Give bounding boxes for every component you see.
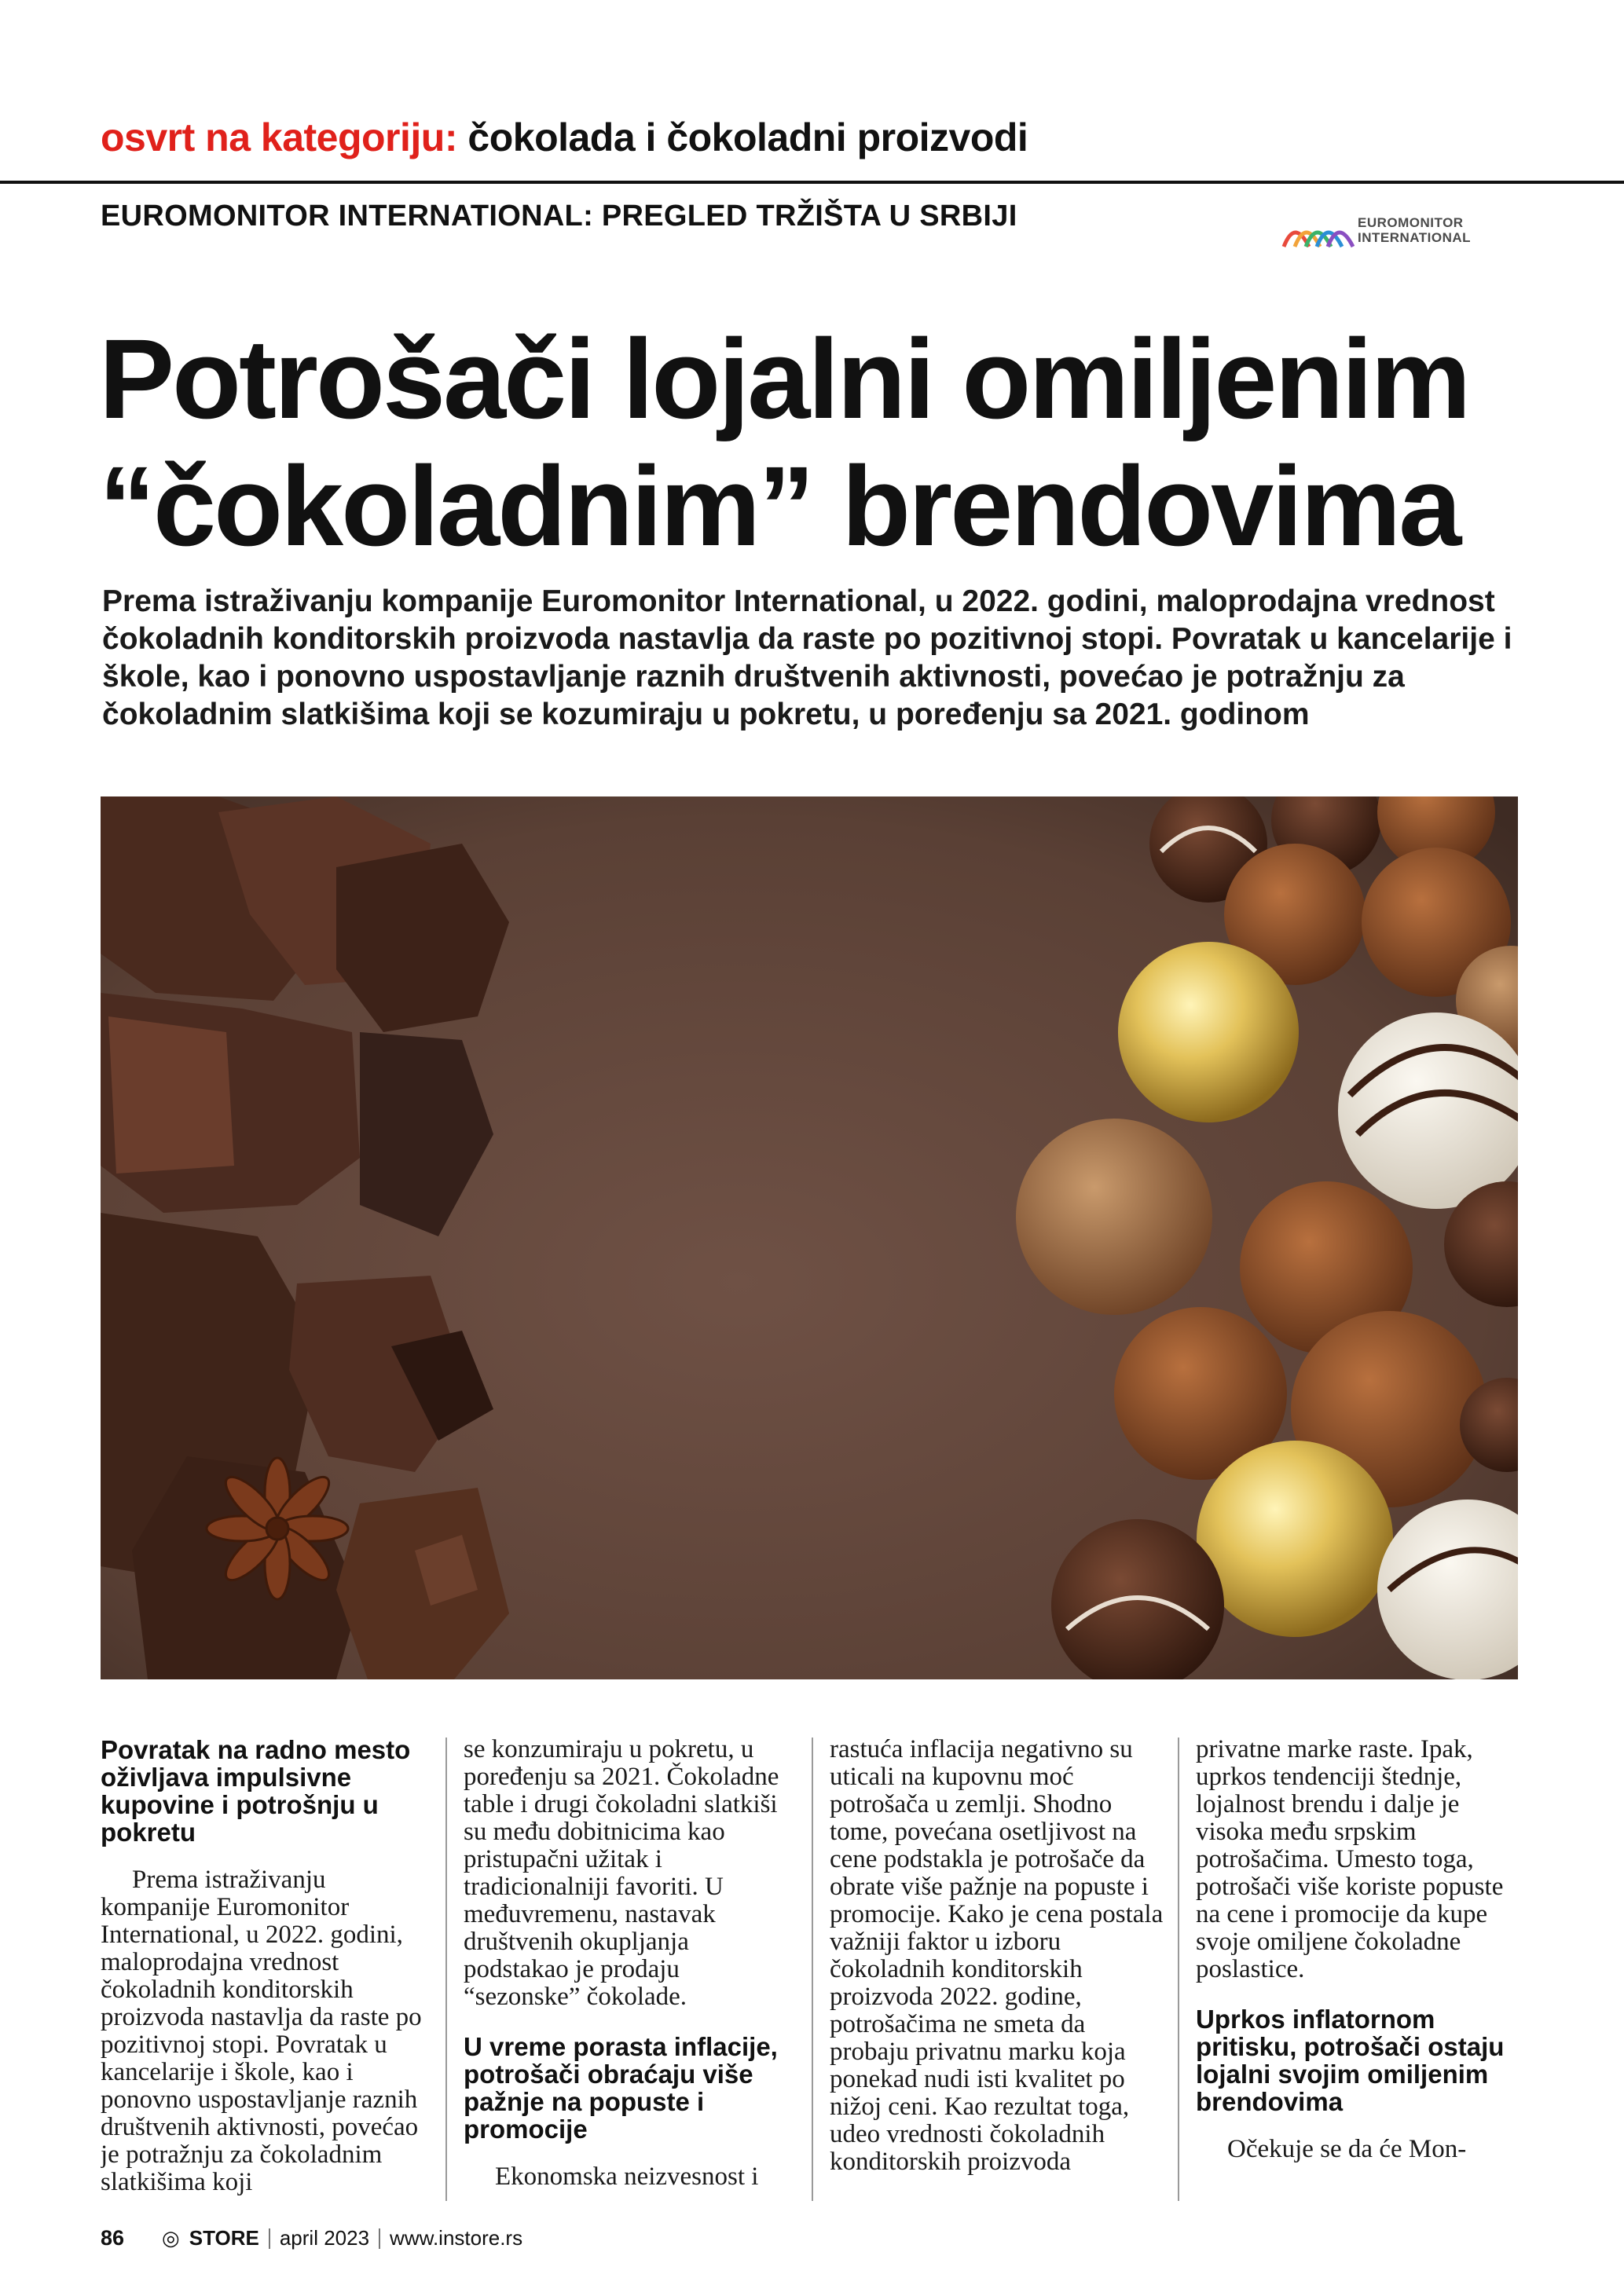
subheading-inflation: U vreme porasta inflacije, potrošači obraćaju više pažnje na popuste i promocije xyxy=(464,2032,778,2144)
column-4-text-continued: Očekuje se da će Mon- xyxy=(1227,2135,1467,2163)
euromonitor-logo xyxy=(1279,212,1515,256)
magazine-logo-icon: ◎ xyxy=(162,2226,180,2250)
chocolate-photo xyxy=(101,796,1518,1679)
kicker-topic: čokolada i čokoladni proizvodi xyxy=(467,115,1028,159)
star-anise-icon xyxy=(207,1458,348,1599)
column-divider xyxy=(812,1738,813,2201)
footer-separator xyxy=(379,2228,380,2249)
title-line-2: “čokoladnim” brendovima xyxy=(99,443,1460,569)
footer-separator xyxy=(269,2228,270,2249)
article-lead: Prema istraživanju kompanije Euromonitor International, u 2022. godini, maloprodajna vrednost čokoladnih konditorskih proizvoda nastavlja da raste po pozitivnoj stopi. Povratak u kancelarije i škole, kao i ponovno uspostavljanje raznih društvenih aktivnosti, povećao je potražnju za čokoladnim slatkišima koji se kozumiraju u pokretu, u poređenju sa 2021. godinom xyxy=(102,584,1512,731)
column-2-text: se konzumiraju u pokretu, u poređenju sa 2021. Čokoladne table i drugi čokoladni slatkiši su među dobitnicima kao pristupačni užitak i tradicionalniji favoriti. U međuvremenu, nastavak društvenih okupljanja podstakao je prodaju “sezonske” čokolade. xyxy=(464,1736,779,2011)
issue-date: april 2023 xyxy=(279,2226,370,2250)
column-1-text: Prema istraživanju kompanije Euromonitor International, u 2022. godini, maloprodajna vrednost čokoladnih konditorskih proizvoda nastavlja da raste po pozitivnoj stopi. Povratak u kancelarije i škole, kao i ponovno uspostavljanje raznih društvenih aktivnosti, povećao je potražnju za čokoladnim slatkišima koji xyxy=(101,1866,422,2196)
article-column-3 xyxy=(830,1736,1164,2199)
header-divider xyxy=(0,181,1624,184)
column-divider xyxy=(445,1738,447,2201)
logo-wordmark xyxy=(1358,215,1471,245)
magazine-name: STORE xyxy=(189,2226,259,2250)
title-line-1: Potrošači lojalni omiljenim xyxy=(99,316,1469,442)
logo-line-1: EUROMONITOR xyxy=(1358,215,1464,230)
column-2-text-continued: Ekonomska neizvesnost i xyxy=(495,2162,759,2191)
page-footer xyxy=(101,2226,522,2250)
subheading-return-to-work: Povratak na radno mesto oživljava impulsivne kupovine i potrošnju u pokretu xyxy=(101,1736,411,1847)
page-number: 86 xyxy=(101,2226,125,2250)
column-4-text: privatne marke raste. Ipak, uprkos tendenciji štednje, lojalnost brendu i dalje je visoka među srpskim potrošačima. Umesto toga, potrošači više koriste popuste na cene i promocije da kupe svoje omiljene čokoladne poslastice. xyxy=(1196,1736,1504,1983)
website-link[interactable]: www.instore.rs xyxy=(390,2226,523,2250)
rainbow-arches-icon xyxy=(1279,212,1355,250)
article-column-1 xyxy=(101,1736,435,2199)
article-column-4 xyxy=(1196,1736,1531,2199)
subheading-brand-loyalty: Uprkos inflatornom pritisku, potrošači ostaju lojalni svojim omiljenim brendovima xyxy=(1196,2005,1505,2116)
article-title xyxy=(99,316,1553,570)
section-kicker xyxy=(101,115,1028,160)
kicker-category-label: osvrt na kategoriju: xyxy=(101,115,457,159)
source-subhead: EUROMONITOR INTERNATIONAL: PREGLED TRŽIŠTA U SRBIJI xyxy=(101,200,1017,233)
column-3-text: rastuća inflacija negativno su uticali na kupovnu moć potrošača u zemlji. Shodno tome, povećana osetljivost na cene podstakla je potrošače da obrate više pažnje na popuste i promocije. Kako je cena postala važniji faktor u izboru čokoladnih konditorskih proizvoda 2022. godine, potrošačima ne smeta da probaju privatnu marku koja ponekad nudi isti kvalitet po nižoj ceni. Kao rezultat toga, udeo vrednosti čokoladnih konditorskih proizvoda xyxy=(830,1736,1164,2176)
logo-line-2: INTERNATIONAL xyxy=(1358,230,1472,245)
article-column-2 xyxy=(464,1736,798,2199)
column-divider xyxy=(1178,1738,1179,2201)
